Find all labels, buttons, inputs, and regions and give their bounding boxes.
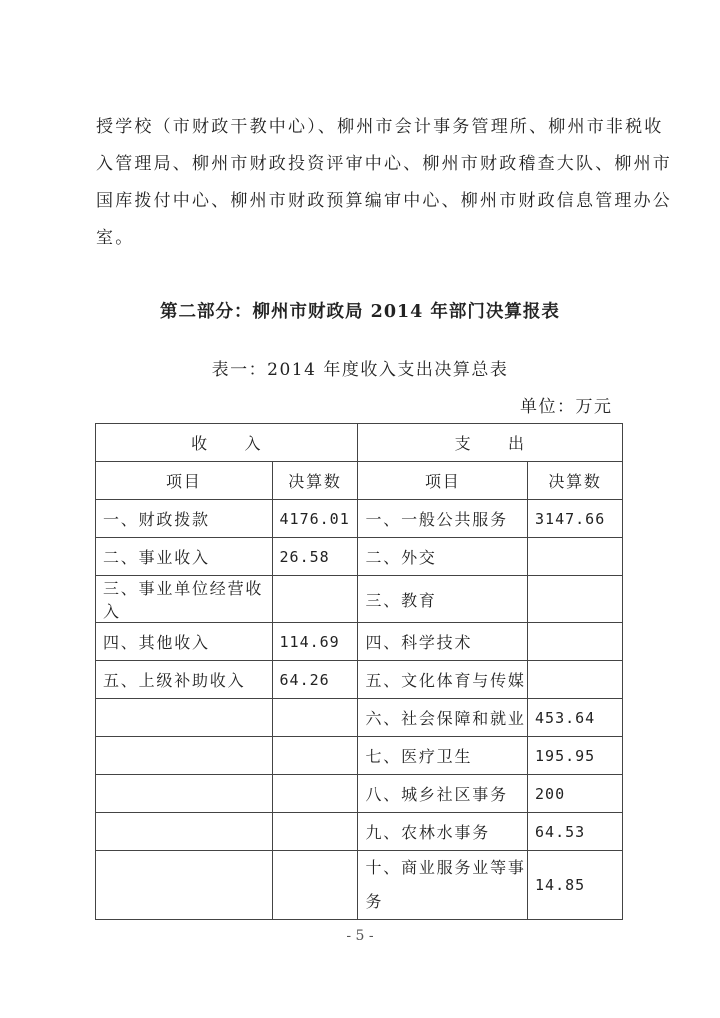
expense-item-cell: 十、商业服务业等事务 <box>358 851 528 920</box>
expense-item-cell: 二、外交 <box>358 538 528 576</box>
expense-group-header: 支 出 <box>358 424 623 462</box>
income-amount-cell <box>272 576 358 623</box>
expense-amount-cell <box>528 576 623 623</box>
income-amount-cell <box>272 851 358 920</box>
expense-item-cell: 三、教育 <box>358 576 528 623</box>
expense-item-cell: 四、科学技术 <box>358 623 528 661</box>
table-row <box>96 500 623 538</box>
income-amount-header: 决算数 <box>272 462 358 500</box>
paragraph-line: 授学校（市财政干教中心）、柳州市会计事务管理所、柳州市非税收 <box>96 117 664 137</box>
income-group-header: 收 入 <box>96 424 358 462</box>
expense-amount-cell: 453.64 <box>528 699 623 737</box>
income-amount-cell: 114.69 <box>272 623 358 661</box>
income-amount-cell <box>272 813 358 851</box>
income-item-cell <box>96 699 273 737</box>
expense-amount-cell: 3147.66 <box>528 500 623 538</box>
income-amount-cell <box>272 737 358 775</box>
column-header-row <box>96 462 623 500</box>
income-item-cell: 二、事业收入 <box>96 538 273 576</box>
expense-item-header: 项目 <box>358 462 528 500</box>
table-row <box>96 538 623 576</box>
income-item-cell: 一、财政拨款 <box>96 500 273 538</box>
income-item-cell: 五、上级补助收入 <box>96 661 273 699</box>
paragraph-line: 室。 <box>96 228 135 248</box>
income-item-cell <box>96 813 273 851</box>
expense-item-cell: 八、城乡社区事务 <box>358 775 528 813</box>
table-row <box>96 576 623 623</box>
income-amount-cell: 4176.01 <box>272 500 358 538</box>
income-amount-cell: 64.26 <box>272 661 358 699</box>
expense-amount-cell: 200 <box>528 775 623 813</box>
expense-amount-cell <box>528 623 623 661</box>
unit-label: 单位：万元 <box>520 397 613 417</box>
table-title: 表一：2014 年度收入支出决算总表 <box>211 360 509 380</box>
group-header-row <box>96 424 623 462</box>
paragraph-line: 国库拨付中心、柳州市财政预算编审中心、柳州市财政信息管理办公 <box>96 191 672 211</box>
table-row <box>96 775 623 813</box>
expense-amount-cell: 64.53 <box>528 813 623 851</box>
income-amount-cell <box>272 775 358 813</box>
expense-amount-cell: 195.95 <box>528 737 623 775</box>
table-row <box>96 623 623 661</box>
table-row <box>96 661 623 699</box>
income-item-cell: 四、其他收入 <box>96 623 273 661</box>
income-item-cell <box>96 737 273 775</box>
budget-table <box>95 423 623 920</box>
income-item-cell <box>96 775 273 813</box>
income-amount-cell <box>272 699 358 737</box>
expense-amount-cell <box>528 661 623 699</box>
expense-amount-cell: 14.85 <box>528 851 623 920</box>
table-row <box>96 813 623 851</box>
expense-item-cell: 一、一般公共服务 <box>358 500 528 538</box>
table-row <box>96 851 623 920</box>
page-number: - 5 - <box>346 928 374 944</box>
income-item-cell: 三、事业单位经营收入 <box>96 576 273 623</box>
table-row <box>96 699 623 737</box>
expense-item-cell: 九、农林水事务 <box>358 813 528 851</box>
income-item-cell <box>96 851 273 920</box>
expense-item-cell: 六、社会保障和就业 <box>358 699 528 737</box>
income-amount-cell: 26.58 <box>272 538 358 576</box>
paragraph-line: 入管理局、柳州市财政投资评审中心、柳州市财政稽查大队、柳州市 <box>96 154 672 174</box>
table-row <box>96 737 623 775</box>
expense-amount-cell <box>528 538 623 576</box>
income-item-header: 项目 <box>96 462 273 500</box>
expense-item-cell: 七、医疗卫生 <box>358 737 528 775</box>
expense-item-cell: 五、文化体育与传媒 <box>358 661 528 699</box>
section-title: 第二部分：柳州市财政局 2014 年部门决算报表 <box>160 302 560 322</box>
expense-amount-header: 决算数 <box>528 462 623 500</box>
